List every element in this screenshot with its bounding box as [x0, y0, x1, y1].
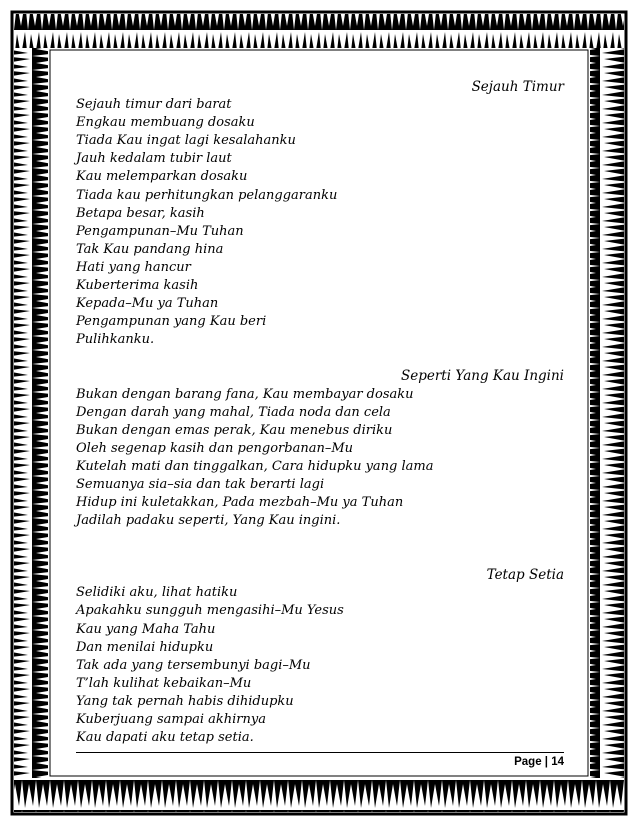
lyric-line: Pengampunan yang Kau beri	[76, 314, 267, 330]
song-title: Sejauh Timur	[471, 79, 564, 95]
lyric-line: Kuberjuang sampai akhirnya	[76, 712, 266, 727]
song-title: Tetap Setia	[486, 567, 564, 584]
lyric-line: Apakahku sungguh mengasihi–Mu Yesus	[76, 603, 344, 619]
lyric-line: Engkau membuang dosaku	[76, 115, 255, 131]
lyric-line: T’lah kulihat kebaikan–Mu	[76, 675, 252, 691]
lyric-line: Jauh kedalam tubir laut	[76, 151, 232, 167]
lyric-line: Semuanya sia–sia dan tak berarti lagi	[76, 476, 325, 492]
lyric-line: Pengampunan–Mu Tuhan	[76, 223, 244, 239]
song-lyrics	[76, 96, 564, 349]
lyric-line: Tiada kau perhitungkan pelanggaranku	[76, 187, 338, 203]
lyric-line: Kau yang Maha Tahu	[76, 621, 216, 637]
song-lyrics	[76, 584, 564, 747]
lyric-line: Kau melemparkan dosaku	[76, 169, 248, 185]
lyric-line: Hati yang hancur	[76, 259, 191, 275]
lyric-line: Dengan darah yang mahal, Tiada noda dan cela	[76, 404, 391, 420]
page-number: Page | 14	[514, 756, 564, 768]
song-title: Seperti Yang Kau Ingini	[400, 368, 564, 385]
lyric-line: Sejauh timur dari barat	[76, 97, 232, 113]
lyric-line: Tak ada yang tersembunyi bagi–Mu	[76, 657, 311, 673]
lyric-line: Kepada–Mu ya Tuhan	[76, 296, 219, 312]
lyric-line: Tak Kau pandang hina	[76, 241, 224, 257]
lyric-line: Kuberterima kasih	[76, 278, 199, 294]
song-lyrics	[76, 386, 564, 531]
lyric-line: Yang tak pernah habis dihidupku	[76, 693, 294, 709]
lyric-line: Bukan dengan emas perak, Kau menebus diriku	[76, 422, 393, 438]
lyric-line: Dan menilai hidupku	[76, 639, 214, 655]
lyric-line: Kutelah mati dan tinggalkan, Cara hidupku yang lama	[76, 458, 434, 474]
lyric-line: Bukan dengan barang fana, Kau membayar dosaku	[76, 386, 414, 402]
lyric-line: Betapa besar, kasih	[76, 205, 205, 221]
lyric-line: Pulihkanku.	[76, 332, 155, 348]
lyric-line: Jadilah padaku seperti, Yang Kau ingini.	[76, 513, 341, 529]
lyric-line: Kau dapati aku tetap setia.	[76, 730, 254, 746]
song-content	[76, 78, 564, 747]
section-gap	[76, 530, 564, 548]
lyric-line: Hidup ini kuletakkan, Pada mezbah–Mu ya Tuhan	[76, 495, 404, 511]
lyric-line: Tiada Kau ingat lagi kesalahanku	[76, 133, 296, 149]
lyric-line: Oleh segenap kasih dan pengorbanan–Mu	[76, 440, 354, 456]
section-gap	[76, 349, 564, 367]
lyric-line: Selidiki aku, lihat hatiku	[76, 585, 238, 601]
section-gap	[76, 548, 564, 566]
page-footer	[76, 752, 564, 773]
